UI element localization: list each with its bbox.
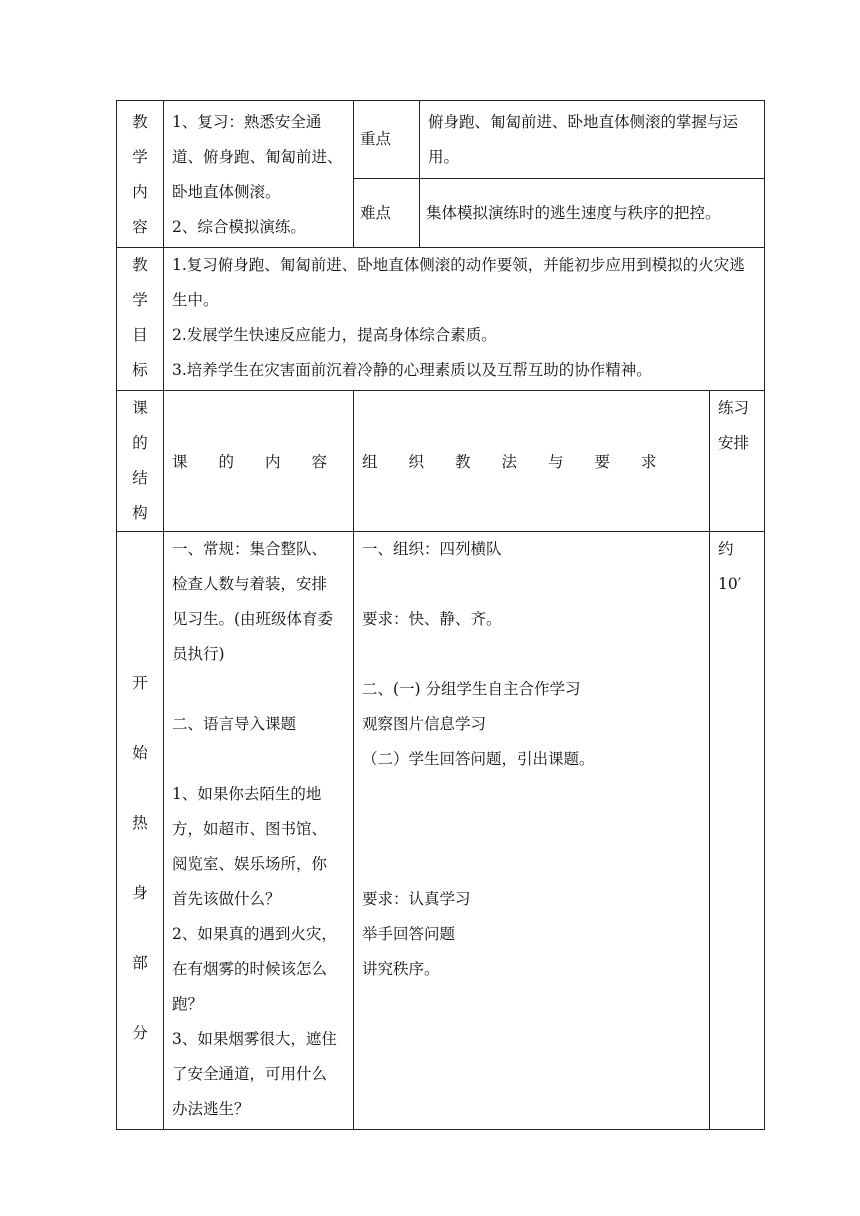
warmup-section-label: 开 始 热 身 部 分 xyxy=(117,532,164,1130)
content-line: 2、如果真的遇到火灾， xyxy=(172,925,337,943)
content-line: 在有烟雾的时候该怎么 xyxy=(172,960,328,978)
lesson-plan-table xyxy=(116,100,765,1130)
warmup-content xyxy=(164,532,354,1130)
method-line xyxy=(362,777,703,812)
content-line xyxy=(172,672,347,707)
content-line: 员执行) xyxy=(172,645,225,663)
method-line xyxy=(362,567,703,602)
content-line: 3、如果烟雾很大，遮住 xyxy=(172,1030,337,1048)
content-line: 办法逃生？ xyxy=(172,1100,250,1118)
content-line xyxy=(172,742,347,777)
key-point-text: 俯身跑、匍匐前进、卧地直体侧滚的掌握与运用。 xyxy=(420,101,765,179)
teaching-content-label: 教 学 内 容 xyxy=(117,101,164,248)
practice-column-header: 练习安排 xyxy=(710,391,765,532)
method-line: 观察图片信息学习 xyxy=(362,715,487,733)
content-line: 二、语言导入课题 xyxy=(172,715,297,733)
method-column-header: 组 织 教 法 与 要 求 xyxy=(354,391,710,532)
difficulty-label: 难点 xyxy=(354,179,420,248)
objective-item: 3.培养学生在灾害面前沉着冷静的心理素质以及互帮互助的协作精神。 xyxy=(172,361,652,379)
warmup-method xyxy=(354,532,710,1130)
method-line: （二）学生回答问题，引出课题。 xyxy=(362,750,595,768)
method-line: 讲究秩序。 xyxy=(362,960,440,978)
content-line: 阅览室、娱乐场所，你 xyxy=(172,855,328,873)
difficulty-text: 集体模拟演练时的逃生速度与秩序的把控。 xyxy=(420,179,765,248)
objective-item: 2.发展学生快速反应能力，提高身体综合素质。 xyxy=(172,326,497,344)
method-line: 一、组织：四列横队 xyxy=(362,540,502,558)
content-line: 首先该做什么？ xyxy=(172,890,281,908)
teaching-objectives-text xyxy=(164,248,765,391)
content-column-header: 课 的 内 容 xyxy=(164,391,354,532)
method-line: 要求：认真学习 xyxy=(362,890,471,908)
content-line: 跑？ xyxy=(172,995,204,1013)
teaching-content-text: 1、复习：熟悉安全通道、俯身跑、匍匐前进、卧地直体侧滚。 2、综合模拟演练。 xyxy=(164,101,354,248)
method-line: 举手回答问题 xyxy=(362,925,456,943)
method-line xyxy=(362,812,703,847)
content-line: 一、常规：集合整队、 xyxy=(172,540,328,558)
content-line: 方，如超市、图书馆、 xyxy=(172,820,328,838)
content-line: 见习生。(由班级体育委 xyxy=(172,610,334,628)
content-line: 1、如果你去陌生的地 xyxy=(172,785,322,803)
objective-item: 1.复习俯身跑、匍匐前进、卧地直体侧滚的动作要领，并能初步应用到模拟的火灾逃生中。 xyxy=(172,256,745,309)
method-line: 二、(一) 分组学生自主合作学习 xyxy=(362,680,581,698)
content-line: 检查人数与着装，安排 xyxy=(172,575,328,593)
teaching-objectives-label: 教 学 目 标 xyxy=(117,248,164,391)
method-line: 要求：快、静、齐。 xyxy=(362,610,502,628)
key-point-label: 重点 xyxy=(354,101,420,179)
warmup-practice-time: 约 10′ xyxy=(710,532,765,1130)
method-line xyxy=(362,847,703,882)
lesson-structure-label: 课 的 结 构 xyxy=(117,391,164,532)
content-line: 了安全通道，可用什么 xyxy=(172,1065,328,1083)
method-line xyxy=(362,637,703,672)
